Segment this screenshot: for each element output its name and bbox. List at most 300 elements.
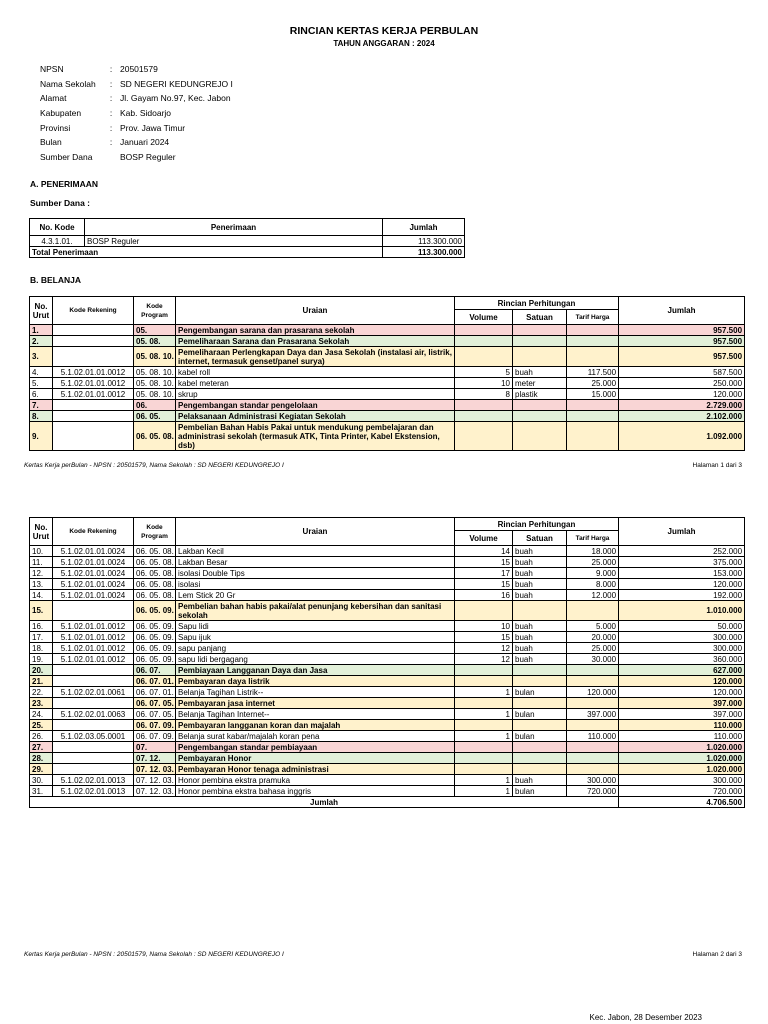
cell-jumlah: 110.000 bbox=[619, 731, 745, 742]
cell-no: 28. bbox=[30, 753, 53, 764]
header-penerimaan: Penerimaan bbox=[85, 219, 383, 236]
cell-volume bbox=[455, 336, 513, 347]
table-row bbox=[30, 709, 745, 720]
cell-volume: 15 bbox=[455, 557, 513, 568]
cell-no: 21. bbox=[30, 676, 53, 687]
table-row bbox=[30, 665, 745, 676]
cell-kode-rekening bbox=[53, 764, 134, 775]
cell-satuan: buah bbox=[513, 632, 567, 643]
cell-satuan: buah bbox=[513, 557, 567, 568]
cell-kode-rekening bbox=[53, 411, 134, 422]
cell-tarif: 110.000 bbox=[567, 731, 619, 742]
cell-no: 24. bbox=[30, 709, 53, 720]
header-rincian: Rincian Perhitungan bbox=[455, 518, 619, 531]
cell-jumlah: 252.000 bbox=[619, 546, 745, 557]
cell-tarif: 5.000 bbox=[567, 621, 619, 632]
cell-jumlah: 1.020.000 bbox=[619, 764, 745, 775]
cell-jumlah: 300.000 bbox=[619, 632, 745, 643]
cell-tarif: 25.000 bbox=[567, 643, 619, 654]
cell-kode-rekening: 5.1.02.01.01.0012 bbox=[53, 654, 134, 665]
cell-no: 20. bbox=[30, 665, 53, 676]
total-row: Total Penerimaan 113.300.000 bbox=[30, 247, 465, 258]
cell-satuan: meter bbox=[513, 378, 567, 389]
cell-tarif: 9.000 bbox=[567, 568, 619, 579]
cell-jumlah: 192.000 bbox=[619, 590, 745, 601]
cell-kode-rekening bbox=[53, 665, 134, 676]
cell-uraian: Belanja Tagihan Internet-- bbox=[176, 709, 455, 720]
table-row bbox=[30, 546, 745, 557]
info-row-sumber-dana: Sumber Dana BOSP Reguler bbox=[40, 151, 176, 162]
cell-tarif bbox=[567, 400, 619, 411]
cell-kode-program: 06. 05. 09. bbox=[134, 643, 176, 654]
table-row bbox=[30, 786, 745, 797]
cell-kode-program: 06. 05. 08. bbox=[134, 546, 176, 557]
cell-kode-rekening: 5.1.02.02.01.0061 bbox=[53, 687, 134, 698]
header-satuan: Satuan bbox=[513, 310, 567, 325]
cell-kode-rekening: 5.1.02.02.01.0013 bbox=[53, 786, 134, 797]
cell-jumlah: 110.000 bbox=[619, 720, 745, 731]
cell-uraian: isolasi Double Tips bbox=[176, 568, 455, 579]
cell-jumlah: 1.092.000 bbox=[619, 422, 745, 451]
cell-satuan bbox=[513, 764, 567, 775]
cell-tarif bbox=[567, 347, 619, 367]
cell-satuan bbox=[513, 665, 567, 676]
cell-tarif: 120.000 bbox=[567, 687, 619, 698]
cell-no: 27. bbox=[30, 742, 53, 753]
cell-volume bbox=[455, 601, 513, 621]
cell-no: 25. bbox=[30, 720, 53, 731]
cell-no: 4. bbox=[30, 367, 53, 378]
cell-jumlah: 957.500 bbox=[619, 325, 745, 336]
header-kode-rekening: Kode Rekening bbox=[53, 518, 134, 546]
belanja-table-page1 bbox=[29, 296, 745, 451]
cell-volume: 10 bbox=[455, 621, 513, 632]
table-row bbox=[30, 676, 745, 687]
cell-tarif bbox=[567, 325, 619, 336]
table-row bbox=[30, 775, 745, 786]
cell-no: 15. bbox=[30, 601, 53, 621]
table-row bbox=[30, 336, 745, 347]
table-row bbox=[30, 579, 745, 590]
cell-volume: 1 bbox=[455, 731, 513, 742]
table-row bbox=[30, 400, 745, 411]
cell-volume: 1 bbox=[455, 687, 513, 698]
cell-volume bbox=[455, 325, 513, 336]
cell-tarif: 12.000 bbox=[567, 590, 619, 601]
cell-uraian: sapu lidi bergagang bbox=[176, 654, 455, 665]
cell-no: 6. bbox=[30, 389, 53, 400]
cell-kode-rekening: 5.1.02.01.01.0012 bbox=[53, 378, 134, 389]
footer-page2-left: Kertas Kerja perBulan - NPSN : 20501579, Nama Sekolah : SD NEGERI KEDUNGREJO I bbox=[24, 951, 284, 958]
cell-satuan: bulan bbox=[513, 786, 567, 797]
table-row bbox=[30, 389, 745, 400]
cell-kode-program: 06. 07. 01. bbox=[134, 676, 176, 687]
info-row-alamat: Alamat : Jl. Gayam No.97, Kec. Jabon bbox=[40, 93, 231, 104]
cell-kode-program: 06. 07. 09. bbox=[134, 731, 176, 742]
cell-kode-program: 06. 05. 08. bbox=[134, 422, 176, 451]
cell-tarif bbox=[567, 698, 619, 709]
cell-kode-program: 06. 05. 08. bbox=[134, 557, 176, 568]
cell-tarif bbox=[567, 742, 619, 753]
cell-uraian: Pembayaran Honor tenaga administrasi bbox=[176, 764, 455, 775]
cell-satuan bbox=[513, 753, 567, 764]
cell-tarif bbox=[567, 601, 619, 621]
cell-tarif: 25.000 bbox=[567, 557, 619, 568]
cell-volume: 12 bbox=[455, 643, 513, 654]
cell-jumlah: 397.000 bbox=[619, 709, 745, 720]
cell-volume bbox=[455, 400, 513, 411]
section-penerimaan-title: A. PENERIMAAN bbox=[30, 179, 99, 189]
cell-jumlah: 720.000 bbox=[619, 786, 745, 797]
cell-tarif: 720.000 bbox=[567, 786, 619, 797]
cell-no: 19. bbox=[30, 654, 53, 665]
table-row bbox=[30, 378, 745, 389]
cell-tarif: 117.500 bbox=[567, 367, 619, 378]
header-tarif: Tarif Harga bbox=[567, 531, 619, 546]
cell-tarif: 8.000 bbox=[567, 579, 619, 590]
cell-jumlah: 360.000 bbox=[619, 654, 745, 665]
cell-kode-program: 05. 08. 10. bbox=[134, 347, 176, 367]
cell-jumlah: 587.500 bbox=[619, 367, 745, 378]
cell-no: 16. bbox=[30, 621, 53, 632]
cell-kode-program: 06. 07. 01. bbox=[134, 687, 176, 698]
cell-tarif bbox=[567, 720, 619, 731]
cell-satuan: buah bbox=[513, 546, 567, 557]
cell-no: 18. bbox=[30, 643, 53, 654]
cell-kode-rekening bbox=[53, 676, 134, 687]
footer-page1-left: Kertas Kerja perBulan - NPSN : 20501579, Nama Sekolah : SD NEGERI KEDUNGREJO I bbox=[24, 462, 284, 469]
cell-kode-rekening bbox=[53, 400, 134, 411]
cell-satuan: buah bbox=[513, 568, 567, 579]
cell-no: 5. bbox=[30, 378, 53, 389]
cell-jumlah: 120.000 bbox=[619, 676, 745, 687]
cell-tarif bbox=[567, 336, 619, 347]
header-jumlah: Jumlah bbox=[619, 518, 745, 546]
cell-satuan: buah bbox=[513, 775, 567, 786]
cell-satuan bbox=[513, 676, 567, 687]
cell-volume: 8 bbox=[455, 389, 513, 400]
school-info bbox=[40, 62, 233, 164]
cell-volume bbox=[455, 676, 513, 687]
cell-jumlah: 120.000 bbox=[619, 687, 745, 698]
cell-no: 1. bbox=[30, 325, 53, 336]
cell-satuan: buah bbox=[513, 367, 567, 378]
cell-volume: 10 bbox=[455, 378, 513, 389]
cell-kode-program: 07. 12. 03. bbox=[134, 764, 176, 775]
header-uraian: Uraian bbox=[176, 518, 455, 546]
cell-uraian: Belanja Tagihan Listrik-- bbox=[176, 687, 455, 698]
cell-uraian: kabel meteran bbox=[176, 378, 455, 389]
cell-uraian: Honor pembina ekstra bahasa inggris bbox=[176, 786, 455, 797]
info-row-bulan: Bulan : Januari 2024 bbox=[40, 137, 170, 148]
cell-tarif bbox=[567, 764, 619, 775]
cell-jumlah: 2.102.000 bbox=[619, 411, 745, 422]
cell-satuan: buah bbox=[513, 621, 567, 632]
table-row bbox=[30, 643, 745, 654]
cell-satuan bbox=[513, 336, 567, 347]
cell-no: 17. bbox=[30, 632, 53, 643]
cell-uraian: Pembayaran langganan koran dan majalah bbox=[176, 720, 455, 731]
cell-jumlah: 957.500 bbox=[619, 336, 745, 347]
cell-no: 7. bbox=[30, 400, 53, 411]
header-jumlah: Jumlah bbox=[383, 219, 465, 236]
cell-jumlah: 120.000 bbox=[619, 389, 745, 400]
table-row bbox=[30, 411, 745, 422]
cell-volume bbox=[455, 742, 513, 753]
cell-kode-program: 07. bbox=[134, 742, 176, 753]
cell-kode-program: 06. 05. 09. bbox=[134, 621, 176, 632]
cell-jumlah: 2.729.000 bbox=[619, 400, 745, 411]
cell-kode-rekening: 5.1.02.01.01.0024 bbox=[53, 590, 134, 601]
cell-kode-program: 05. 08. bbox=[134, 336, 176, 347]
cell-kode-program: 06. 05. 08. bbox=[134, 568, 176, 579]
table-row bbox=[30, 325, 745, 336]
header-kode-program: Kode Program bbox=[134, 518, 176, 546]
cell-uraian: Pelaksanaan Administrasi Kegiatan Sekolah bbox=[176, 411, 455, 422]
table-row bbox=[30, 590, 745, 601]
table-row bbox=[30, 731, 745, 742]
cell-tarif: 25.000 bbox=[567, 378, 619, 389]
cell-volume bbox=[455, 753, 513, 764]
cell-uraian: Sapu lidi bbox=[176, 621, 455, 632]
info-row-provinsi: Provinsi : Prov. Jawa Timur bbox=[40, 122, 186, 133]
header-uraian: Uraian bbox=[176, 297, 455, 325]
signature-place-date: Kec. Jabon, 28 Desember 2023 bbox=[589, 1013, 702, 1022]
cell-tarif: 18.000 bbox=[567, 546, 619, 557]
header-volume: Volume bbox=[455, 310, 513, 325]
cell-kode-program: 06. 07. 05. bbox=[134, 709, 176, 720]
cell-no: 8. bbox=[30, 411, 53, 422]
cell-kode-program: 06. 05. 09. bbox=[134, 632, 176, 643]
info-row-nama-sekolah: Nama Sekolah : SD NEGERI KEDUNGREJO I bbox=[40, 78, 233, 89]
table-row bbox=[30, 698, 745, 709]
info-row-npsn: NPSN : 20501579 bbox=[40, 64, 158, 75]
table-row bbox=[30, 687, 745, 698]
cell-kode-rekening bbox=[53, 601, 134, 621]
cell-no: 11. bbox=[30, 557, 53, 568]
cell-kode-rekening: 5.1.02.01.01.0012 bbox=[53, 389, 134, 400]
cell-jumlah: 1.020.000 bbox=[619, 742, 745, 753]
cell-uraian: Lem Stick 20 Gr bbox=[176, 590, 455, 601]
cell-no: 30. bbox=[30, 775, 53, 786]
cell-kode-program: 06. 05. 09. bbox=[134, 654, 176, 665]
cell-kode-rekening bbox=[53, 742, 134, 753]
cell-kode-rekening bbox=[53, 720, 134, 731]
table-row bbox=[30, 720, 745, 731]
cell-kode-rekening: 5.1.02.01.01.0024 bbox=[53, 557, 134, 568]
cell-jumlah: 1.010.000 bbox=[619, 601, 745, 621]
cell-uraian: Pembiayaan Langganan Daya dan Jasa bbox=[176, 665, 455, 676]
cell-kode-program: 06. 07. 09. bbox=[134, 720, 176, 731]
cell-jumlah: 153.000 bbox=[619, 568, 745, 579]
cell-uraian: Pembayaran daya listrik bbox=[176, 676, 455, 687]
cell-uraian: Lakban Kecil bbox=[176, 546, 455, 557]
cell-kode-rekening: 5.1.02.01.01.0012 bbox=[53, 643, 134, 654]
cell-satuan: buah bbox=[513, 643, 567, 654]
cell-kode-rekening: 5.1.02.01.01.0012 bbox=[53, 621, 134, 632]
table-row bbox=[30, 367, 745, 378]
cell-volume bbox=[455, 347, 513, 367]
cell-uraian: Pengembangan standar pengelolaan bbox=[176, 400, 455, 411]
cell-satuan bbox=[513, 400, 567, 411]
header-no-kode: No. Kode bbox=[30, 219, 85, 236]
cell-volume bbox=[455, 411, 513, 422]
cell-uraian: Pemeliharaan Sarana dan Prasarana Sekolah bbox=[176, 336, 455, 347]
cell-tarif: 15.000 bbox=[567, 389, 619, 400]
total-label: Jumlah bbox=[30, 797, 619, 808]
cell-kode-rekening bbox=[53, 422, 134, 451]
header-rincian: Rincian Perhitungan bbox=[455, 297, 619, 310]
cell-volume bbox=[455, 764, 513, 775]
cell-kode-program: 05. 08. 10. bbox=[134, 389, 176, 400]
penerimaan-table bbox=[29, 218, 465, 258]
cell-tarif bbox=[567, 411, 619, 422]
cell-uraian: kabel roll bbox=[176, 367, 455, 378]
cell-kode-program: 06. 05. bbox=[134, 411, 176, 422]
table-row bbox=[30, 601, 745, 621]
cell-no: 14. bbox=[30, 590, 53, 601]
cell-kode-rekening: 5.1.02.01.01.0024 bbox=[53, 546, 134, 557]
cell-no: 23. bbox=[30, 698, 53, 709]
cell-uraian: sapu panjang bbox=[176, 643, 455, 654]
cell-satuan: bulan bbox=[513, 687, 567, 698]
table-row bbox=[30, 557, 745, 568]
cell-satuan: buah bbox=[513, 579, 567, 590]
cell-kode-program: 05. bbox=[134, 325, 176, 336]
cell-no: 3. bbox=[30, 347, 53, 367]
cell-volume: 12 bbox=[455, 654, 513, 665]
cell-no: 31. bbox=[30, 786, 53, 797]
cell-kode-rekening: 5.1.02.01.01.0024 bbox=[53, 568, 134, 579]
cell-kode-rekening: 5.1.02.01.01.0012 bbox=[53, 632, 134, 643]
table-row bbox=[30, 764, 745, 775]
cell-kode-rekening: 5.1.02.03.05.0001 bbox=[53, 731, 134, 742]
cell-volume: 15 bbox=[455, 579, 513, 590]
header-kode-rekening: Kode Rekening bbox=[53, 297, 134, 325]
header-kode-program: Kode Program bbox=[134, 297, 176, 325]
cell-tarif: 300.000 bbox=[567, 775, 619, 786]
cell-kode-program: 06. 05. 08. bbox=[134, 590, 176, 601]
cell-volume bbox=[455, 422, 513, 451]
cell-kode-rekening bbox=[53, 325, 134, 336]
cell-kode-program: 06. 07. 05. bbox=[134, 698, 176, 709]
cell-uraian: Honor pembina ekstra pramuka bbox=[176, 775, 455, 786]
cell-satuan: buah bbox=[513, 654, 567, 665]
cell-jumlah: 1.020.000 bbox=[619, 753, 745, 764]
cell-uraian: Pengembangan sarana dan prasarana sekolah bbox=[176, 325, 455, 336]
cell-jumlah: 50.000 bbox=[619, 621, 745, 632]
cell-uraian: Pembayaran jasa internet bbox=[176, 698, 455, 709]
cell-kode-program: 06. bbox=[134, 400, 176, 411]
table-row bbox=[30, 753, 745, 764]
cell-volume: 1 bbox=[455, 786, 513, 797]
cell-jumlah: 300.000 bbox=[619, 775, 745, 786]
cell-volume bbox=[455, 698, 513, 709]
cell-no: 9. bbox=[30, 422, 53, 451]
cell-satuan: bulan bbox=[513, 731, 567, 742]
cell-volume bbox=[455, 720, 513, 731]
header-no-urut: No. Urut bbox=[30, 297, 53, 325]
cell-kode-program: 06. 05. 08. bbox=[134, 579, 176, 590]
cell-satuan bbox=[513, 347, 567, 367]
cell-uraian: isolasi bbox=[176, 579, 455, 590]
footer-page2-right: Halaman 2 dari 3 bbox=[692, 951, 742, 958]
cell-jumlah: 627.000 bbox=[619, 665, 745, 676]
cell-kode-rekening bbox=[53, 698, 134, 709]
cell-uraian: Lakban Besar bbox=[176, 557, 455, 568]
cell-uraian: Pembelian Bahan Habis Pakai untuk mendukung pembelajaran dan administrasi sekolah (termasuk ATK, Tinta Printer, Kabel Ekstension, dsb) bbox=[176, 422, 455, 451]
cell-kode-rekening bbox=[53, 347, 134, 367]
cell-kode-rekening: 5.1.02.02.01.0063 bbox=[53, 709, 134, 720]
cell-kode-rekening: 5.1.02.01.01.0024 bbox=[53, 579, 134, 590]
table-row bbox=[30, 568, 745, 579]
cell-satuan bbox=[513, 742, 567, 753]
cell-tarif bbox=[567, 753, 619, 764]
cell-satuan bbox=[513, 601, 567, 621]
cell-satuan bbox=[513, 325, 567, 336]
cell-kode-program: 06. 07. bbox=[134, 665, 176, 676]
cell-satuan bbox=[513, 422, 567, 451]
table-row bbox=[30, 621, 745, 632]
cell-tarif bbox=[567, 665, 619, 676]
sumber-dana-label: Sumber Dana : bbox=[30, 198, 90, 208]
cell-uraian: Pembayaran Honor bbox=[176, 753, 455, 764]
cell-kode-program: 07. 12. 03. bbox=[134, 775, 176, 786]
cell-satuan bbox=[513, 698, 567, 709]
table-row bbox=[30, 742, 745, 753]
cell-no: 26. bbox=[30, 731, 53, 742]
cell-no: 12. bbox=[30, 568, 53, 579]
cell-jumlah: 120.000 bbox=[619, 579, 745, 590]
header-no-urut: No. Urut bbox=[30, 518, 53, 546]
info-row-kabupaten: Kabupaten : Kab. Sidoarjo bbox=[40, 108, 172, 119]
cell-jumlah: 957.500 bbox=[619, 347, 745, 367]
header-volume: Volume bbox=[455, 531, 513, 546]
cell-volume: 5 bbox=[455, 367, 513, 378]
total-row bbox=[30, 797, 745, 808]
cell-uraian: Pengembangan standar pembiayaan bbox=[176, 742, 455, 753]
cell-jumlah: 375.000 bbox=[619, 557, 745, 568]
cell-tarif: 397.000 bbox=[567, 709, 619, 720]
document-title: RINCIAN KERTAS KERJA PERBULAN bbox=[289, 25, 479, 37]
table-row bbox=[30, 632, 745, 643]
cell-kode-program: 07. 12. bbox=[134, 753, 176, 764]
cell-tarif bbox=[567, 676, 619, 687]
table-row bbox=[30, 654, 745, 665]
cell-kode-rekening: 5.1.02.02.01.0013 bbox=[53, 775, 134, 786]
cell-kode-rekening: 5.1.02.01.01.0012 bbox=[53, 367, 134, 378]
cell-volume: 15 bbox=[455, 632, 513, 643]
cell-no: 22. bbox=[30, 687, 53, 698]
cell-volume: 17 bbox=[455, 568, 513, 579]
cell-jumlah: 397.000 bbox=[619, 698, 745, 709]
cell-no: 13. bbox=[30, 579, 53, 590]
cell-kode-rekening bbox=[53, 753, 134, 764]
cell-uraian: Belanja surat kabar/majalah koran pena bbox=[176, 731, 455, 742]
cell-satuan bbox=[513, 720, 567, 731]
section-belanja-title: B. BELANJA bbox=[30, 275, 82, 285]
cell-kode-program: 07. 12. 03. bbox=[134, 786, 176, 797]
document-subtitle: TAHUN ANGGARAN : 2024 bbox=[333, 39, 435, 48]
header-satuan: Satuan bbox=[513, 531, 567, 546]
table-row bbox=[30, 422, 745, 451]
cell-kode-program: 06. 05. 09. bbox=[134, 601, 176, 621]
cell-tarif: 30.000 bbox=[567, 654, 619, 665]
cell-tarif: 20.000 bbox=[567, 632, 619, 643]
cell-kode-rekening bbox=[53, 336, 134, 347]
cell-kode-program: 05. 08. 10. bbox=[134, 378, 176, 389]
cell-volume: 14 bbox=[455, 546, 513, 557]
